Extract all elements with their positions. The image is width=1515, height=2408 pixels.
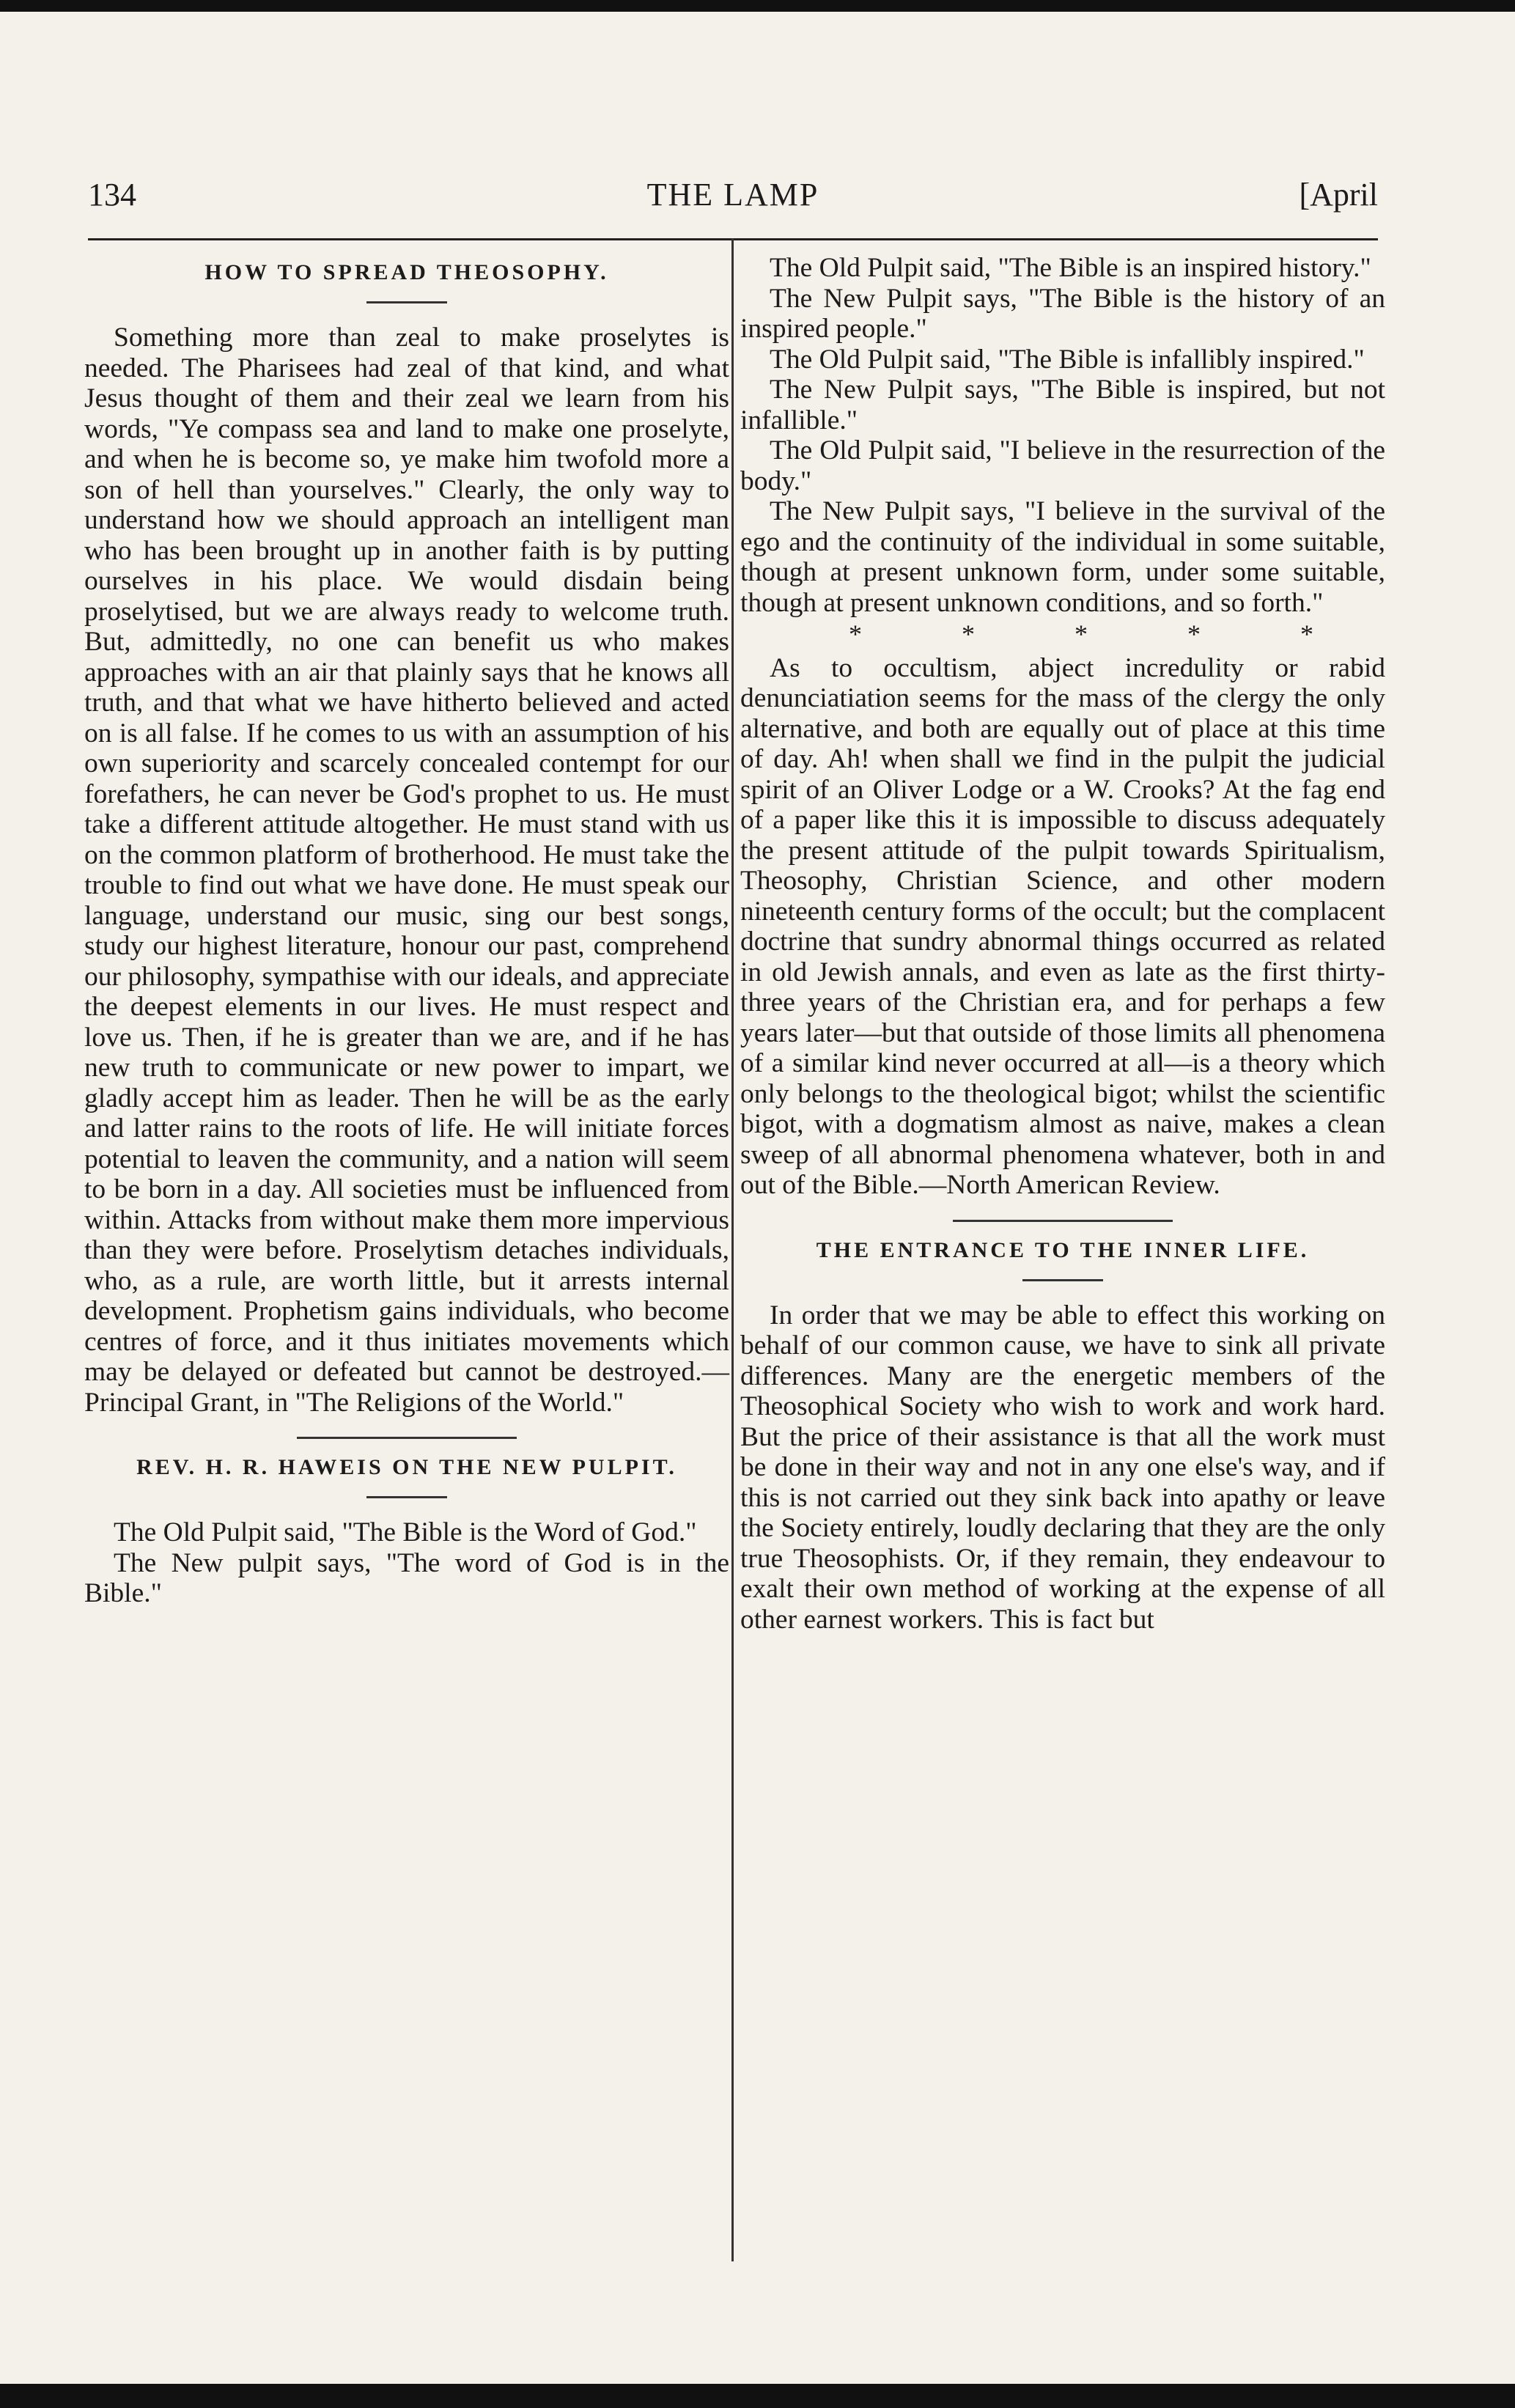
heading-rule — [366, 301, 447, 303]
scan-edge-top — [0, 0, 1515, 12]
pulpit-paragraph: The Old Pulpit said, "I believe in the resurrection of the body." — [740, 435, 1385, 496]
column-divider — [731, 238, 734, 2261]
heading-rule — [366, 1496, 447, 1498]
pulpit-paragraph: The Old Pulpit said, "The Bible is an inspired history." — [770, 253, 1371, 283]
pulpit-paragraph: The New Pulpit says, "I believe in the survival of the ego and the continuity of the individual in some suitable, though at present unknown form, under some suitable, though at present unknown conditions, and so forth." — [740, 496, 1385, 618]
article-paragraph: The Old Pulpit said, "The Bible is the Word of God." — [114, 1517, 697, 1547]
pulpit-paragraph: The New Pulpit says, "The Bible is the history of an inspired people." — [740, 283, 1385, 344]
section-heading-entrance-inner-life: THE ENTRANCE TO THE INNER LIFE. — [816, 1237, 1310, 1262]
right-column — [740, 253, 1385, 1635]
star-separator: * — [1300, 619, 1313, 649]
scan-edge-bottom — [0, 2384, 1515, 2408]
article-paragraph: The New pulpit says, "The word of God is in the Bible." — [84, 1547, 729, 1608]
section-divider — [297, 1437, 517, 1439]
article-paragraph: Something more than zeal to make proselytes is needed. The Pharisees had zeal of that kind, and what Jesus thought of them and their zeal we learn from his words, "Ye compass sea and land to make one proselyte, and when he is become so, ye make him twofold more a son of hell than yourselves." Clearly, the only way to understand how we should approach an intelligent man who has been brought up in another faith is by putting ourselves in his place. We would disdain being proselytised, but we are always ready to welcome truth. But, admittedly, no one can benefit us who makes approaches with an air that plainly says that he knows all truth, and that what we have hitherto believed and acted on is all false. If he comes to us with an assumption of his own superiority and scarcely concealed contempt for our forefathers, he can never be God's prophet to us. He must take a different attitude altogether. He must stand with us on the common platform of brotherhood. He must take the trouble to find out what we have done. He must speak our language, understand our music, sing our best songs, study our highest literature, honour our past, comprehend our philosophy, sympathise with our ideals, and appreciate the deepest elements in our lives. He must respect and love us. Then, if he is greater than we are, and if he has new truth to communicate or new power to impart, we gladly accept him as leader. Then he will be as the early and latter rains to the roots of life. He will initiate forces potential to leaven the community, and a nation will seem to be born in a day. All societies must be influenced from within. Attacks from without make them more impervious than they were before. Proselytism detaches individuals, who, as a rule, are worth little, but it arrests internal development. Prophetism gains individuals, who become centres of force, and it thus initiates movements which may be delayed or defeated but cannot be destroyed.—Principal Grant, in "The Religions of the World." — [84, 323, 729, 1418]
section-heading-new-pulpit: REV. H. R. HAWEIS ON THE NEW PULPIT. — [136, 1455, 677, 1479]
month-label: [April — [1299, 177, 1378, 213]
star-separator: * — [962, 619, 975, 649]
running-title: THE LAMP — [646, 177, 819, 213]
heading-rule — [1022, 1279, 1103, 1281]
article-paragraph: In order that we may be able to effect this working on behalf of our common cause, we have to sink all private differences. Many are the energetic members of the Theosophical Society who wish to work and work hard. But the price of their assistance is that all the work must be done in their way and not in any one else's way, and if this is not carried out they sink back into apathy or leave the Society entirely, loudly declaring that they are the only true Theosophists. Or, if they remain, they endeavour to exalt their own method of working at the expense of all other earnest workers. This is fact but — [740, 1300, 1385, 1635]
page-number: 134 — [88, 177, 136, 213]
star-separator: * — [1187, 619, 1201, 649]
star-separator: * — [849, 619, 862, 649]
star-separator: * — [1074, 619, 1088, 649]
left-column — [84, 253, 729, 1609]
pulpit-paragraph: The New Pulpit says, "The Bible is inspired, but not infallible." — [740, 375, 1385, 435]
section-stars — [740, 619, 1385, 650]
pulpit-paragraph: The Old Pulpit said, "The Bible is infallibly inspired." — [770, 344, 1365, 375]
article-paragraph: As to occultism, abject incredulity or rabid denunciatiation seems for the mass of the clergy the only alternative, and both are equally out of place at this time of day. Ah! when shall we find in the pulpit the judicial spirit of an Oliver Lodge or a W. Crooks? At the fag end of a paper like this it is impossible to discuss adequately the present attitude of the pulpit towards Spiritualism, Theosophy, Christian Science, and other modern nineteenth century forms of the occult; but the complacent doctrine that sundry abnormal things occurred as related in old Jewish annals, and even as late as the first thirty-three years of the Christian era, and for perhaps a few years later—but that outside of those limits all phenomena of a similar kind never occurred at all—is a theory which only belongs to the theological bigot; whilst the scientific bigot, with a dogmatism almost as naive, makes a clean sweep of all abnormal phenomena whatever, both in and out of the Bible.—North American Review. — [740, 652, 1385, 1200]
section-heading-how-to-spread-theosophy: HOW TO SPREAD THEOSOPHY. — [204, 260, 609, 284]
page-header — [88, 176, 1378, 227]
section-divider — [953, 1220, 1173, 1222]
